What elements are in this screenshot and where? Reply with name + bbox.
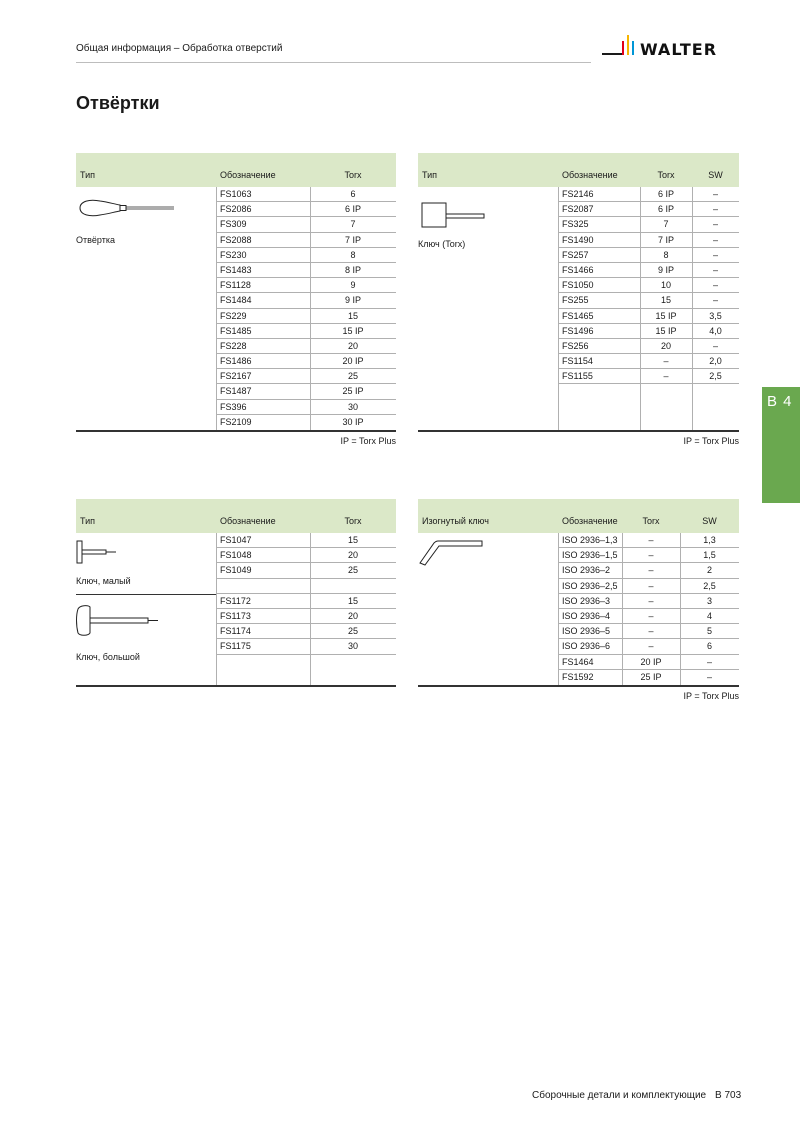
table-row: ISO 2936–2 – 2 [558, 563, 739, 578]
table-row: ISO 2936–3 – 3 [558, 594, 739, 609]
torx-key-table [418, 153, 739, 453]
table-row: FS1486 20 IP [216, 354, 396, 369]
col-type: Тип [422, 170, 438, 180]
col-type: Тип [80, 516, 96, 526]
col-type: Изогнутый ключ [422, 516, 489, 526]
table-row: FS1464 20 IP – [558, 655, 739, 670]
type-label-small-key: Ключ, малый [76, 576, 131, 586]
col-designation: Обозначение [562, 170, 618, 180]
table-row: FS1172 15 [216, 594, 396, 609]
table-row: ISO 2936–1,3 – 1,3 [558, 533, 739, 548]
col-torx: Torx [344, 516, 362, 526]
table-row: FS325 7 – [558, 217, 739, 232]
table-row: ISO 2936–6 – 6 [558, 639, 739, 654]
table-row: FS2109 30 IP [220, 416, 364, 427]
table-row: FS230 8 [216, 248, 396, 263]
type-label-torx-key: Ключ (Torx) [418, 239, 466, 249]
table-row: FS255 15 – [558, 293, 739, 308]
table-row: FS2088 7 IP [216, 233, 396, 248]
table-row: FS1485 15 IP [216, 324, 396, 339]
table-row: FS1063 6 [216, 187, 396, 202]
table-row: FS1496 15 IP 4,0 [558, 324, 739, 339]
table-row: FS257 8 – [558, 248, 739, 263]
header-divider [76, 62, 591, 63]
table-bottom-rule [418, 685, 739, 687]
table-bottom-rule [76, 685, 396, 687]
table-row: FS1592 25 IP – [562, 671, 712, 682]
table-row: FS1173 20 [216, 609, 396, 624]
table-note: IP = Torx Plus [683, 436, 739, 446]
screwdriver-table [76, 153, 396, 453]
table-row: FS256 20 – [558, 339, 739, 354]
walter-logo [600, 33, 742, 63]
table-row: FS2167 25 [216, 369, 396, 384]
screwdriver-icon [76, 197, 176, 219]
logo-wordmark: WALTER [640, 40, 718, 59]
col-torx: Torx [657, 170, 675, 180]
table-row: ISO 2936–2,5 – 2,5 [558, 579, 739, 594]
table-row: FS396 30 [216, 400, 396, 415]
table-row: FS1050 10 – [558, 278, 739, 293]
col-designation: Обозначение [220, 170, 276, 180]
large-t-key-icon [76, 603, 160, 639]
table-row: FS309 7 [216, 217, 396, 232]
col-designation: Обозначение [220, 516, 276, 526]
table-row: FS1484 9 IP [216, 293, 396, 308]
table-row: FS1175 30 [216, 639, 396, 654]
table-row: FS1048 20 [216, 548, 396, 563]
col-torx: Torx [642, 516, 660, 526]
table-row: FS1174 25 [216, 624, 396, 639]
type-label-large-key: Ключ, большой [76, 652, 140, 662]
table-row: FS2087 6 IP – [558, 202, 739, 217]
header-title: Общая информация – Обработка отверстий [76, 43, 283, 54]
section-tab-label: B 4 [767, 393, 793, 410]
bent-key-table [418, 499, 739, 709]
table-row: FS1483 8 IP [216, 263, 396, 278]
col-sw: SW [708, 170, 723, 180]
table-row: FS228 20 [216, 339, 396, 354]
table-row: FS1465 15 IP 3,5 [558, 309, 739, 324]
table-row: FS1154 – 2,0 [558, 354, 739, 369]
torx-key-icon [418, 201, 488, 231]
col-torx: Torx [344, 170, 362, 180]
t-key-table [76, 499, 396, 689]
table-bottom-rule [76, 430, 396, 432]
table-row: FS2146 6 IP – [558, 187, 739, 202]
table-row [216, 579, 396, 594]
table-row: FS1466 9 IP – [558, 263, 739, 278]
table-note: IP = Torx Plus [340, 436, 396, 446]
table-row: FS1490 7 IP – [558, 233, 739, 248]
bent-key-icon [418, 537, 488, 567]
table-row: FS2086 6 IP [216, 202, 396, 217]
table-row: FS1487 25 IP [216, 384, 396, 399]
logo-bars-icon [600, 33, 640, 63]
table-row: FS1049 25 [216, 563, 396, 578]
table-note: IP = Torx Plus [683, 691, 739, 701]
table-row: ISO 2936–5 – 5 [558, 624, 739, 639]
table-bottom-rule [418, 430, 739, 432]
table-row: FS1047 15 [216, 533, 396, 548]
table-row: FS229 15 [216, 309, 396, 324]
type-label-screwdriver: Отвёртка [76, 235, 115, 245]
section-tab-b4[interactable] [762, 387, 800, 503]
footer-page-number: B 703 [715, 1090, 742, 1101]
small-t-key-icon [76, 539, 120, 567]
footer-section-title: Сборочные детали и комплектующие [532, 1090, 707, 1101]
table-row: FS1128 9 [216, 278, 396, 293]
col-sw: SW [702, 516, 717, 526]
table-row: FS1155 – 2,5 [558, 369, 739, 384]
col-designation: Обозначение [562, 516, 618, 526]
col-type: Тип [80, 170, 96, 180]
page-title: Отвёртки [76, 93, 160, 113]
group-divider [76, 594, 216, 595]
table-row: ISO 2936–4 – 4 [558, 609, 739, 624]
table-row: ISO 2936–1,5 – 1,5 [558, 548, 739, 563]
